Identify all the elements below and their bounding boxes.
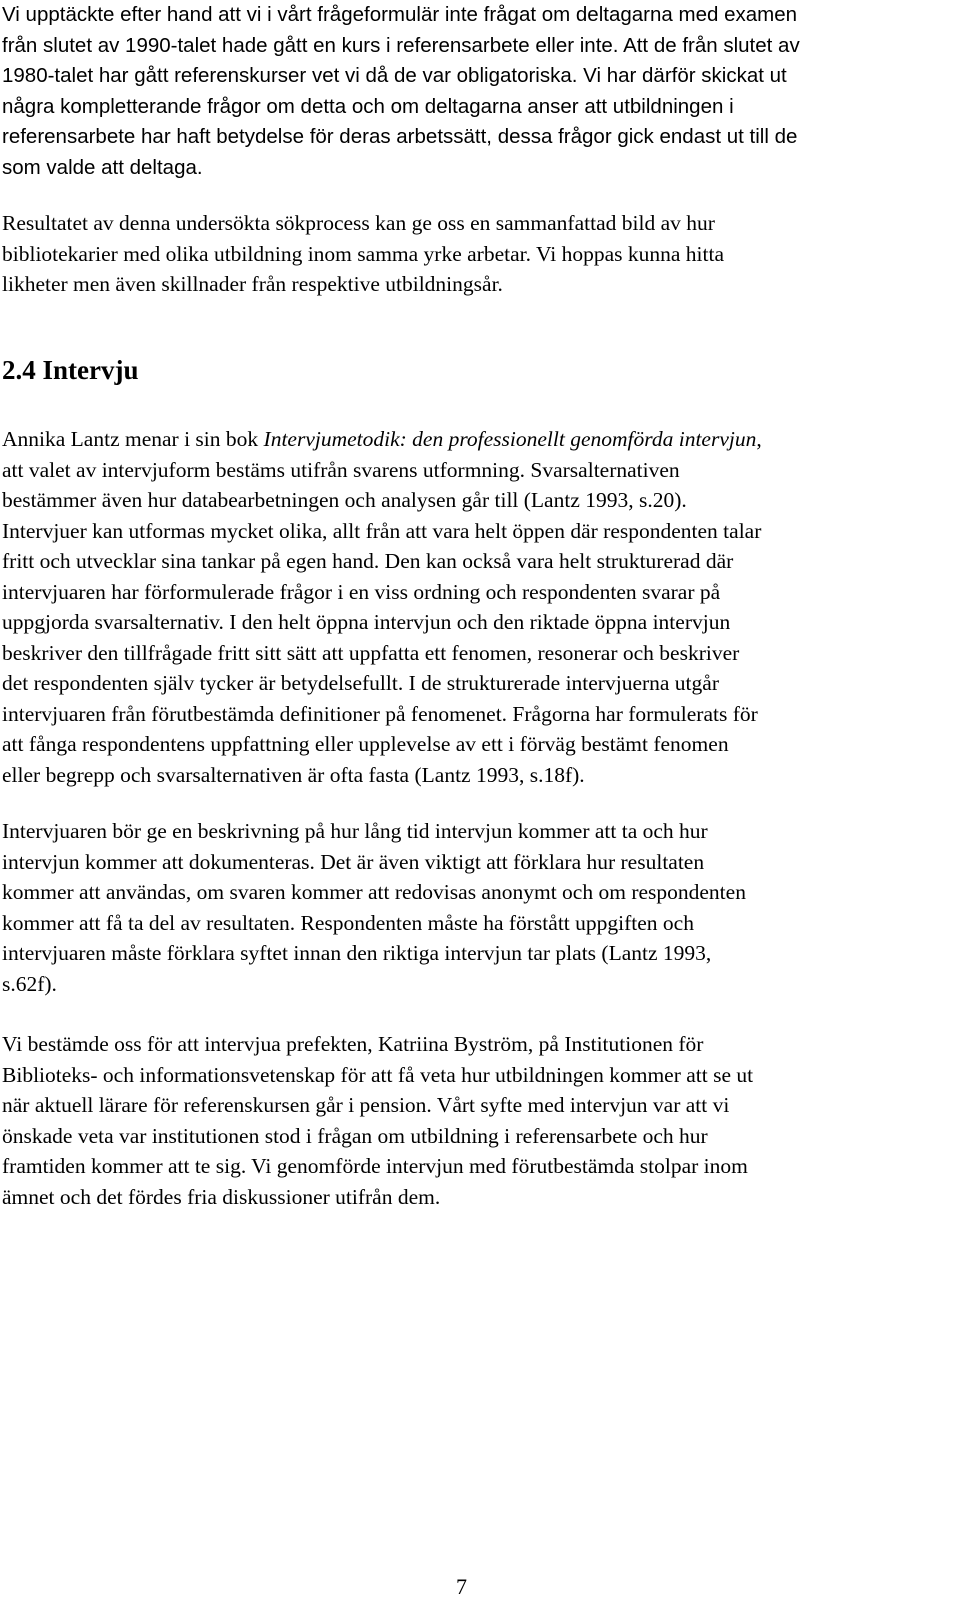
paragraph-followup-questions xyxy=(2,0,800,183)
text-line: att fånga respondentens uppfattning eller upplevelse av ett i förväg bestämt fenomen xyxy=(2,732,729,756)
text-run: , xyxy=(756,427,762,451)
text-line: några kompletterande frågor om detta och om deltagarna anser att utbildningen i xyxy=(2,94,734,118)
text-line: bibliotekarier med olika utbildning inom samma yrke arbetar. Vi hoppas kunna hitta xyxy=(2,241,724,266)
text-line: 1980-talet har gått referenskurser vet vi då de var obligatoriska. Vi har därför skickat ut xyxy=(2,64,787,87)
text-line: fritt och utvecklar sina tankar på egen hand. Den kan också vara helt strukturerad där xyxy=(2,549,734,573)
text-line: s.62f). xyxy=(2,971,57,996)
book-title: Intervjumetodik: den professionellt genomförda intervjun xyxy=(263,427,757,451)
text-line: när aktuell lärare för referenskursen går i pension. Vårt syfte med intervjun var att vi xyxy=(2,1093,730,1117)
paragraph-interview-forms xyxy=(2,424,762,790)
text-line: att valet av intervjuform bestäms utifrån svarens utformning. Svarsalternativen xyxy=(2,457,680,482)
text-line: det respondenten själv tycker är betydelsefullt. I de strukturerade intervjuerna utgår xyxy=(2,671,719,695)
text-line: likheter men även skillnader från respektive utbildningsår. xyxy=(2,272,503,296)
text-line xyxy=(2,424,762,455)
text-line: Intervjuaren bör ge en beskrivning på hur lång tid intervjun kommer att ta och hur xyxy=(2,819,708,843)
text-line: kommer att användas, om svaren kommer att redovisas anonymt och om respondenten xyxy=(2,880,746,904)
text-run: Annika Lantz menar i sin bok xyxy=(2,427,264,451)
text-line: som valde att deltaga. xyxy=(2,155,203,179)
text-line: Vi upptäckte efter hand att vi i vårt frågeformulär inte frågat om deltagarna med examen xyxy=(2,3,797,26)
text-line: Biblioteks- och informationsvetenskap för att få veta hur utbildningen kommer att se ut xyxy=(2,1062,754,1087)
text-line: Resultatet av denna undersökta sökprocess kan ge oss en sammanfattad bild av hur xyxy=(2,211,715,235)
text-line: ämnet och det fördes fria diskussioner utifrån dem. xyxy=(2,1184,441,1209)
paragraph-search-process-result xyxy=(2,208,724,300)
paragraph-interviewer-instructions xyxy=(2,816,746,999)
text-line: från slutet av 1990-talet hade gått en kurs i referensarbete eller inte. Att de från slutet av xyxy=(2,33,800,57)
text-line: önskade veta var institutionen stod i frågan om utbildning i referensarbete och hur xyxy=(2,1123,708,1148)
paragraph-prefect-interview xyxy=(2,1029,753,1212)
text-line: Intervjuer kan utformas mycket olika, allt från att vara helt öppen där respondenten talar xyxy=(2,518,762,543)
text-line: uppgjorda svarsalternativ. I den helt öppna intervjun och den riktade öppna intervjun xyxy=(2,610,731,634)
text-line: intervjuaren måste förklara syftet innan den riktiga intervjun tar plats (Lantz 1993, xyxy=(2,941,712,965)
text-line: intervjuaren har förformulerade frågor i en viss ordning och respondenten svarar på xyxy=(2,579,721,604)
text-line: eller begrepp och svarsalternativen är ofta fasta (Lantz 1993, s.18f). xyxy=(2,762,585,787)
section-heading: 2.4 Intervju xyxy=(2,355,139,385)
page-number: 7 xyxy=(456,1574,467,1599)
text-line: framtiden kommer att te sig. Vi genomförde intervjun med förutbestämda stolpar inom xyxy=(2,1154,748,1178)
text-line: Vi bestämde oss för att intervjua prefekten, Katriina Byström, på Institutionen för xyxy=(2,1032,704,1056)
text-line: intervjun kommer att dokumenteras. Det är även viktigt att förklara hur resultaten xyxy=(2,849,705,874)
text-line: kommer att få ta del av resultaten. Respondenten måste ha förstått uppgiften och xyxy=(2,910,694,935)
text-line: bestämmer även hur databearbetningen och analysen går till (Lantz 1993, s.20). xyxy=(2,488,687,512)
text-line: referensarbete har haft betydelse för deras arbetssätt, dessa frågor gick endast ut till de xyxy=(2,125,798,148)
text-line: beskriver den tillfrågade fritt sitt sätt att uppfatta ett fenomen, resonerar och beskriver xyxy=(2,640,740,665)
text-line: intervjuaren från förutbestämda definitioner på fenomenet. Frågorna har formulerats för xyxy=(2,701,758,726)
